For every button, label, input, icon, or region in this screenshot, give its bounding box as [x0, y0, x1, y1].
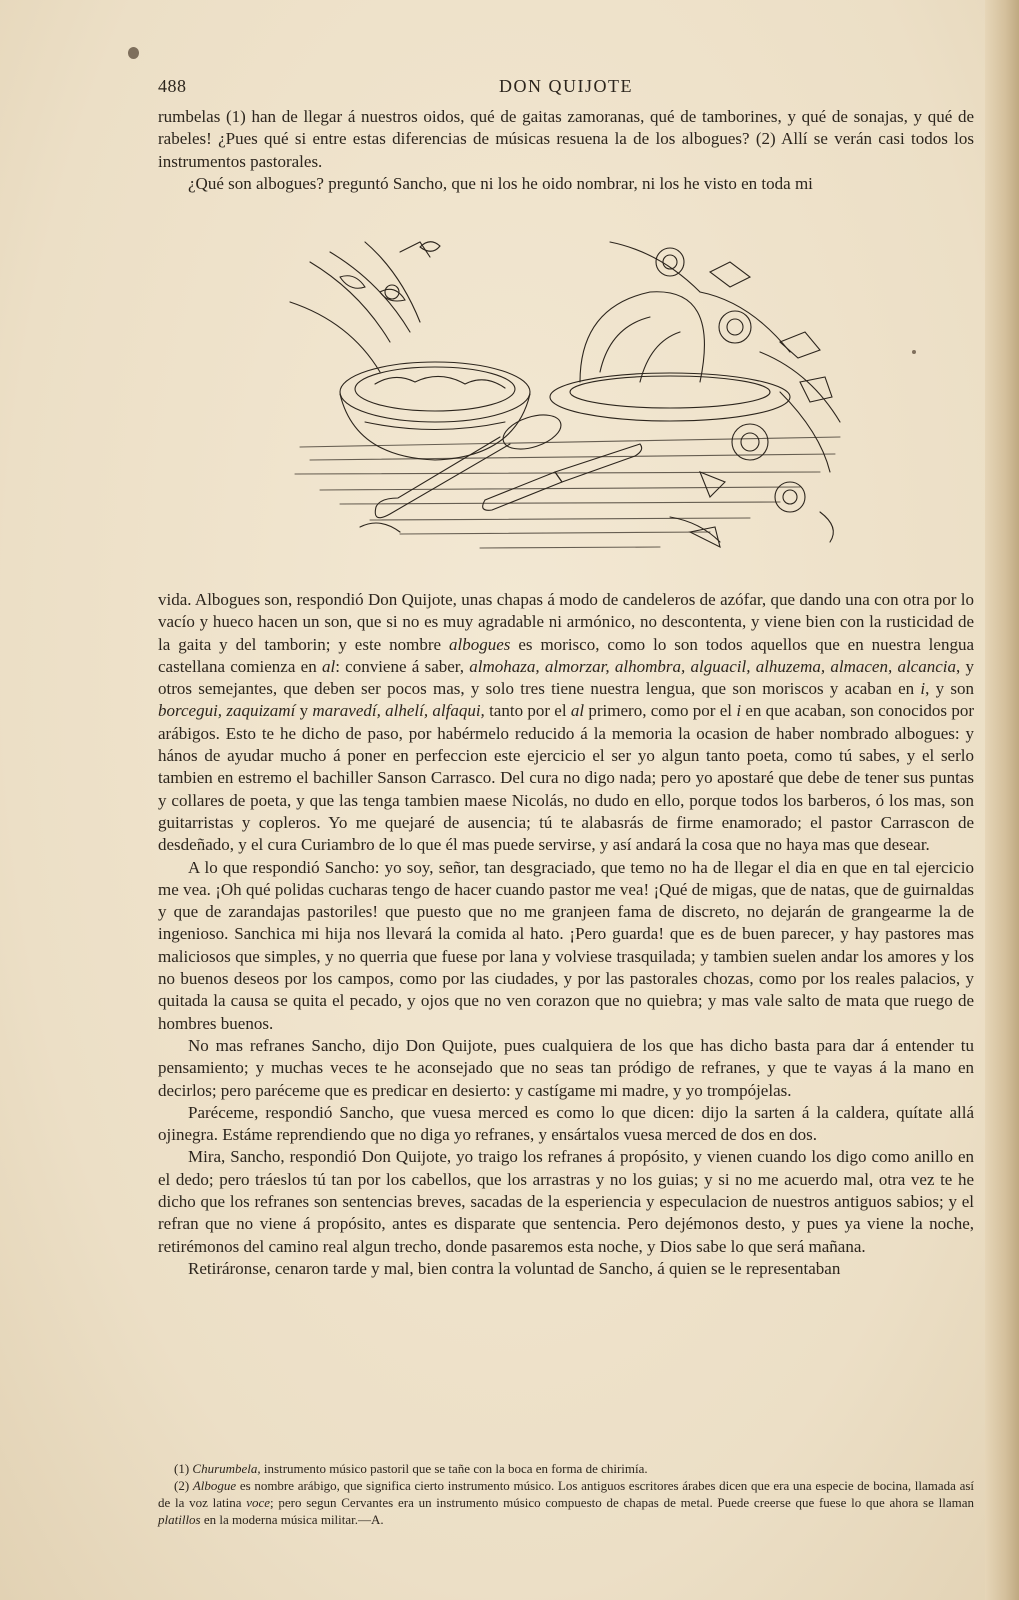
leaves-left	[290, 242, 440, 372]
text-block-top	[158, 106, 974, 195]
text-run: vida. Albogues son, respondió Don Quijote, unas chapas á modo de candeleros de azófar, que dando una con otra por lo vacío y hueco hacen un son, que si no es muy agradable ni armónico, no descontenta, y viene bien con la rusticidad de la gaita y del tamborin; y este nombre	[158, 590, 974, 654]
italic-term: albogues	[449, 634, 511, 654]
footnote-term: platillos	[158, 1512, 201, 1527]
paragraph: rumbelas (1) han de llegar á nuestros oidos, qué de gaitas zamoranas, qué de tamborines, y qué de sonajas, y qué de rabeles! ¿Pues qué si entre estas diferencias de músicas resuena la de los albogues? (2) Allí se verán casi todos los instrumentos pastorales.	[158, 107, 974, 171]
page-number: 488	[158, 76, 187, 96]
italic-term: i	[736, 701, 742, 721]
ink-spot	[912, 350, 916, 354]
italic-term: i	[920, 679, 926, 699]
text-run: es morisco, como lo son todos aquellos que en nuestra lengua castellana comienza en	[158, 634, 974, 676]
page-header	[158, 76, 974, 100]
paragraph-5: Mira, Sancho, respondió Don Quijote, yo traigo los refranes á propósito, y vienen cuando los digo como anillo en el dedo; pero tráeslos tú tan por los cabellos, que los arrastras y no los guias; y si no me acuerdo mal, otra vez te he dicho que los refranes son sentencias breves, sacadas de la esperiencia y especulacion de nuestros antiguos sabios; y el refran que no viene á propósito, antes es disparate que sentencia. Pero dejémonos desto, y pues ya viene la noche, retirémonos del camino real algun trecho, donde pasaremos esta noche, y Dios sabe lo que será mañana.	[158, 1147, 974, 1256]
paragraph-3: No mas refranes Sancho, dijo Don Quijote, pues cualquiera de los que has dicho basta para dar á entender tu pensamiento; y muchas veces te he aconsejado que no seas tan pródigo de refranes, y que te vayas á la mano en decirlos; pero paréceme que es predicar en desierto: y castígame mi madre, y yo trompójelas.	[158, 1035, 974, 1100]
paragraph-1	[158, 589, 974, 857]
text-run: , y otros semejantes, que deben ser pocos mas, y solo tres tiene nuestra lengua, que son moriscos y acaban en	[158, 656, 975, 699]
paragraph: ¿Qué son albogues? preguntó Sancho, que ni los he oido nombrar, ni los he visto en toda mi	[188, 173, 813, 193]
ink-spot	[128, 47, 139, 59]
footnote-2	[158, 1477, 974, 1528]
paragraph-4: Paréceme, respondió Sancho, que vuesa merced es como lo que dicen: dijo la sarten á la caldera, quítate allá ojinegra. Estáme reprendiendo que no diga yo refranes, y ensártalos vuesa merced de dos en dos.	[158, 1102, 974, 1145]
italic-term: al	[570, 701, 585, 721]
italic-term: borcegui, zaquizamí	[158, 701, 296, 721]
footnote-text: en la moderna música militar.—A.	[200, 1512, 384, 1527]
footnote-text: es nombre arábigo, que significa cierto instrumento músico. Los antiguos escritores árabes dicen que era una especie de bocina, llamada así de la voz latina	[158, 1478, 975, 1510]
footnote-1	[158, 1460, 974, 1477]
italic-term: maravedí, alhelí, alfaqui,	[312, 701, 485, 721]
footnote-term: Albogue	[192, 1478, 237, 1493]
flowers-right	[610, 242, 840, 542]
text-run: en que acaban, son conocidos por arábigos. Esto te he dicho de paso, por habérmelo reducido á la memoria la ocasion de haber nombrado albogues: y hános de ayudar mucho á poner en perfeccion este ejercicio el ser yo algun tanto poeta, como tú sabes, y el serlo tambien en estremo el bachiller Sanson Carrasco. Del cura no digo nada; pero yo apostaré que debe de tener sus puntas y collares de poeta, y que las tenga tambien maese Nicolás, no dudo en ello, porque todos los barberos, ó los mas, son guitarristas y copleros. Yo me quejaré de ausencia; tú te alabasrás de firme enamorado; el pastor Carrascon de desdeñado, y el cura Curiambro de lo que él mas puede servirse, y así andará la cosa que no haya mas que desear.	[158, 701, 975, 855]
footnote-text: instrumento músico pastoril que se tañe con la boca en forma de chirimía.	[260, 1461, 648, 1476]
paragraph-2: A lo que respondió Sancho: yo soy, señor, tan desgraciado, que temo no ha de llegar el dia en que en tal ejercicio me vea. ¡Oh qué polidas cucharas tengo de hacer cuando pastor me vea! ¡Qué de migas, que de natas, que de guirnaldas y que de zarandajas pastoriles! que puesto que no me granjeen fama de discreto, no dejarán de grangearme la de ingenioso. Sanchica mi hija nos llevará la comida al hato. ¡Pero guarda! que es de buen parecer, y hay pastores mas maliciosos que simples, y no querria que fuese por lana y volviese trasquilada; y tambien suelen andar los amores y los no buenos deseos por los campos, como por las ciudades, y por las pastorales chozas, como por los reales palacios, y quitada la causa se quita el pecado, y ojos que no ven corazon que no quiebra; y mas vale salto de mata que ruego de hombres buenos.	[158, 857, 974, 1033]
text-run: tanto por el	[484, 701, 571, 721]
italic-term: al	[321, 656, 336, 676]
spoon	[375, 408, 565, 517]
footnote-text: ; pero segun Cervantes era un instrumento músico compuesto de chapas de metal. Puede creerse que fuese lo que ahora se llaman	[270, 1495, 974, 1510]
knife	[483, 444, 642, 510]
running-head: DON QUIJOTE	[499, 76, 633, 96]
text-run: : conviene á saber,	[335, 656, 470, 676]
italic-term: almohaza, almorzar, alhombra, alguacil, alhuzema, almacen, alcancia	[469, 656, 956, 676]
text-run: primero, como por el	[584, 701, 737, 721]
table-hatching	[295, 437, 840, 548]
paragraph-6: Retiráronse, cenaron tarde y mal, bien contra la voluntad de Sancho, á quien se le representaban	[188, 1258, 841, 1278]
plate-with-bread	[550, 292, 790, 421]
footnotes	[158, 1460, 974, 1528]
text-run: y	[295, 701, 313, 721]
footnote-term: Churumbela,	[192, 1461, 261, 1476]
text-block-main	[158, 589, 974, 1280]
page-edge	[985, 0, 1019, 1600]
footnote-term: voce	[246, 1495, 271, 1510]
text-run: , y son	[925, 679, 974, 699]
still-life-illustration	[280, 232, 870, 568]
footnote-mark: (2)	[174, 1478, 190, 1493]
footnote-mark: (1)	[174, 1461, 190, 1476]
